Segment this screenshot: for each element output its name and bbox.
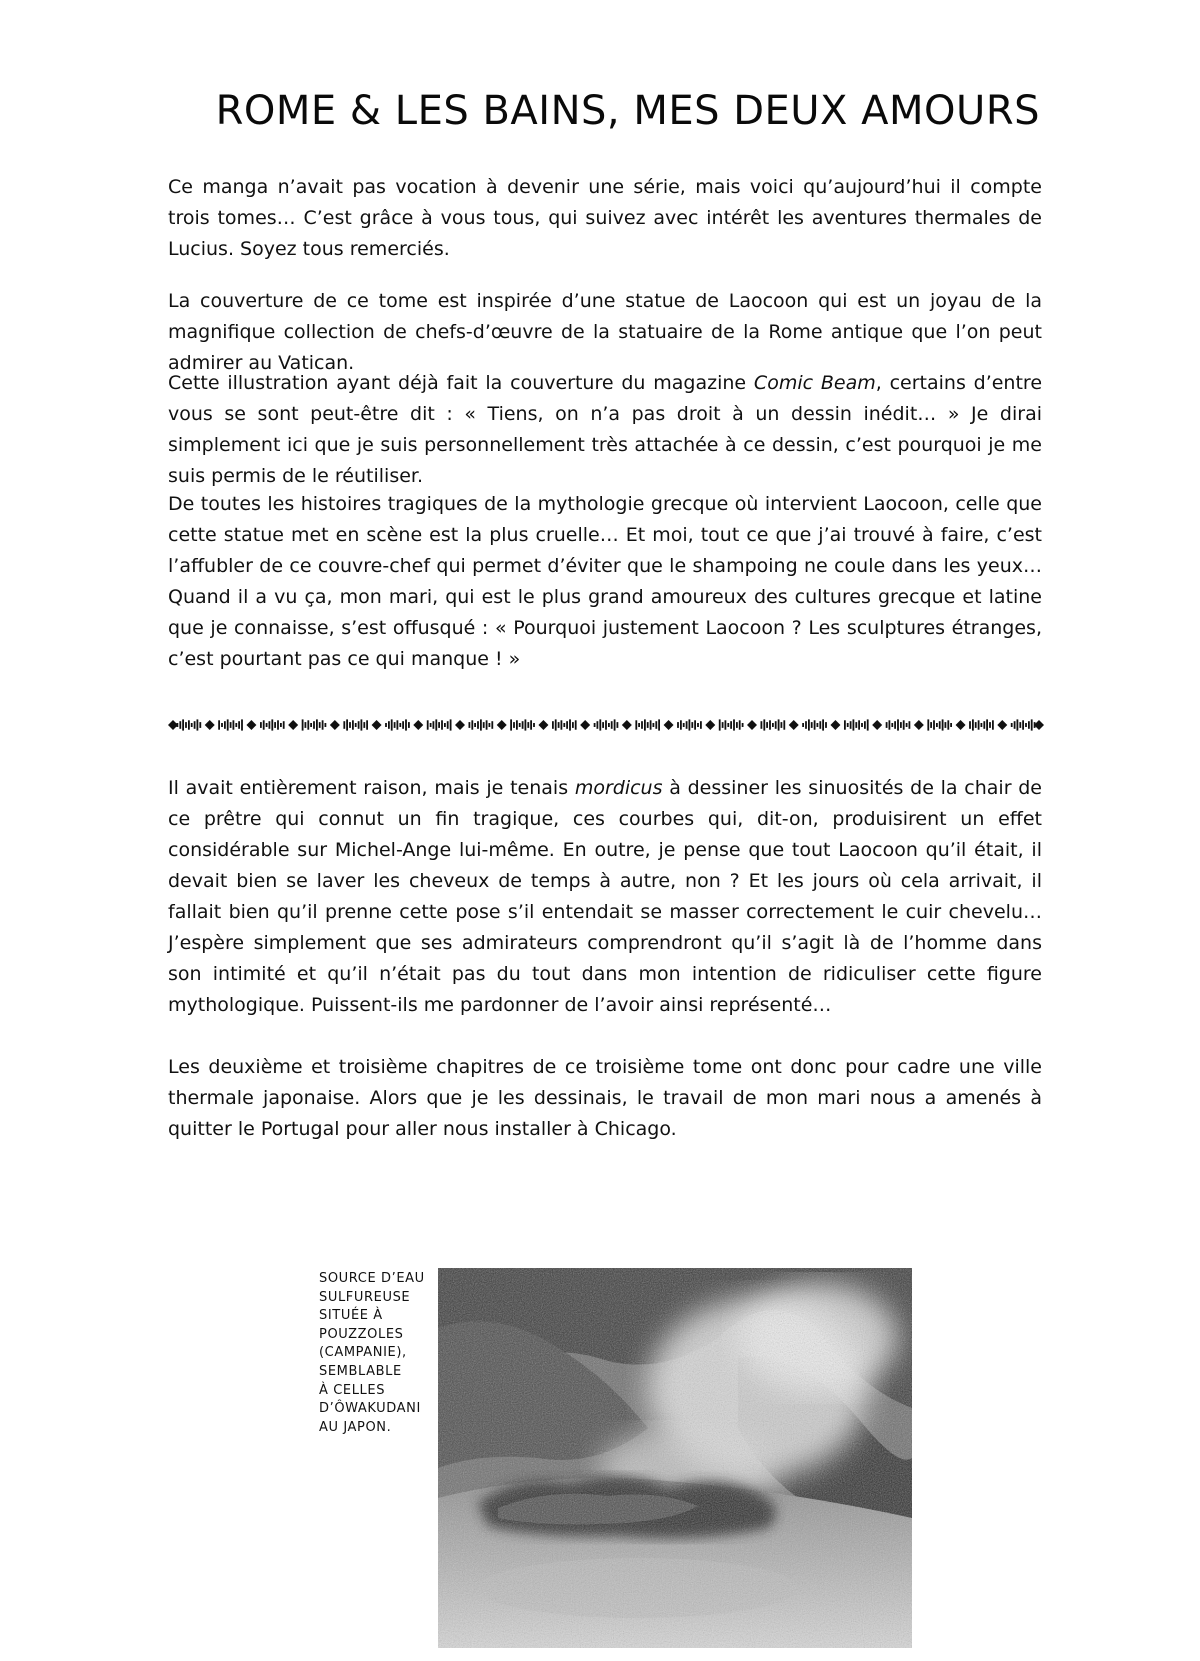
italic-word: mordicus	[574, 777, 663, 799]
paragraph-mythology: De toutes les histoires tragiques de la mythologie grecque où intervient Laocoon, celle que cette statue met en scène est la plus cruelle… Et moi, tout ce que j’ai trouvé à faire, c’est l’affubler de ce couvre-chef qui permet d’éviter que le shampoing ne coule dans les yeux… Quand il a vu ça, mon mari, qui est le plus grand amoureux des cultures grecque et latine que je connaisse, s’est offusqué : « Pourquoi justement Laocoon ? Les sculptures étranges, c’est pourtant pas ce qui manque ! »	[168, 493, 1042, 670]
sulfur-spring-photo	[438, 1268, 912, 1648]
page-title: ROME & LES BAINS, MES DEUX AMOURS	[215, 88, 1040, 134]
paragraph-intro: Ce manga n’avait pas vocation à devenir une série, mais voici qu’aujourd’hui il compte trois tomes… C’est grâce à vous tous, qui suivez avec intérêt les aventures thermales de Lucius. Soyez tous remerciés.	[168, 176, 1042, 260]
paragraph-chapters: Les deuxième et troisième chapitres de ce troisième tome ont donc pour cadre une ville thermale japonaise. Alors que je les dessinais, le travail de mon mari nous a amenés à quitter le Portugal pour aller nous installer à Chicago.	[168, 1056, 1042, 1140]
paragraph-text: , certains d’entre vous se sont peut-être dit : « Tiens, on n’a pas droit à un dessin inédit… » Je dirai simplement ici que je suis personnellement très attachée à ce dessin, c’est pourquoi je me suis permis de le réutiliser.	[168, 372, 1043, 487]
ornamental-divider	[168, 714, 1044, 736]
paragraph-text: Cette illustration ayant déjà fait la couverture du magazine	[168, 372, 754, 394]
magazine-title: Comic Beam	[753, 372, 876, 394]
paragraph-text: Il avait entièrement raison, mais je tenais	[168, 777, 575, 799]
photo-caption: SOURCE D’EAU SULFUREUSE SITUÉE À POUZZOLES (CAMPANIE), SEMBLABLE À CELLES D’ÔWAKUDANI AU JAPON.	[319, 1271, 425, 1435]
paragraph-cover: La couverture de ce tome est inspirée d’une statue de Laocoon qui est un joyau de la magnifique collection de chefs-d’œuvre de la statuaire de la Rome antique que l’on peut admirer au Vatican.	[168, 290, 1042, 374]
paragraph-text: à dessiner les sinuosités de la chair de ce prêtre qui connut un fin tragique, ces courbes qui, dit-on, produisirent un effet considérable sur Michel-Ange lui-même. En outre, je pense que tout Laocoon qu’il était, il devait bien se laver les cheveux de temps à autre, non ? Et les jours où cela arrivait, il fallait bien qu’il prenne cette pose s’il entendait se masser correctement le cuir chevelu… J’espère simplement que ses admirateurs comprendront qu’il s’agit là de l’homme dans son intimité et qu’il n’était pas du tout dans mon intention de ridiculiser cette figure mythologique. Puissent-ils me pardonner de l’avoir ainsi représenté…	[168, 777, 1042, 1016]
paragraph-illustration	[168, 368, 1042, 492]
paragraph-reason	[168, 773, 1042, 1021]
